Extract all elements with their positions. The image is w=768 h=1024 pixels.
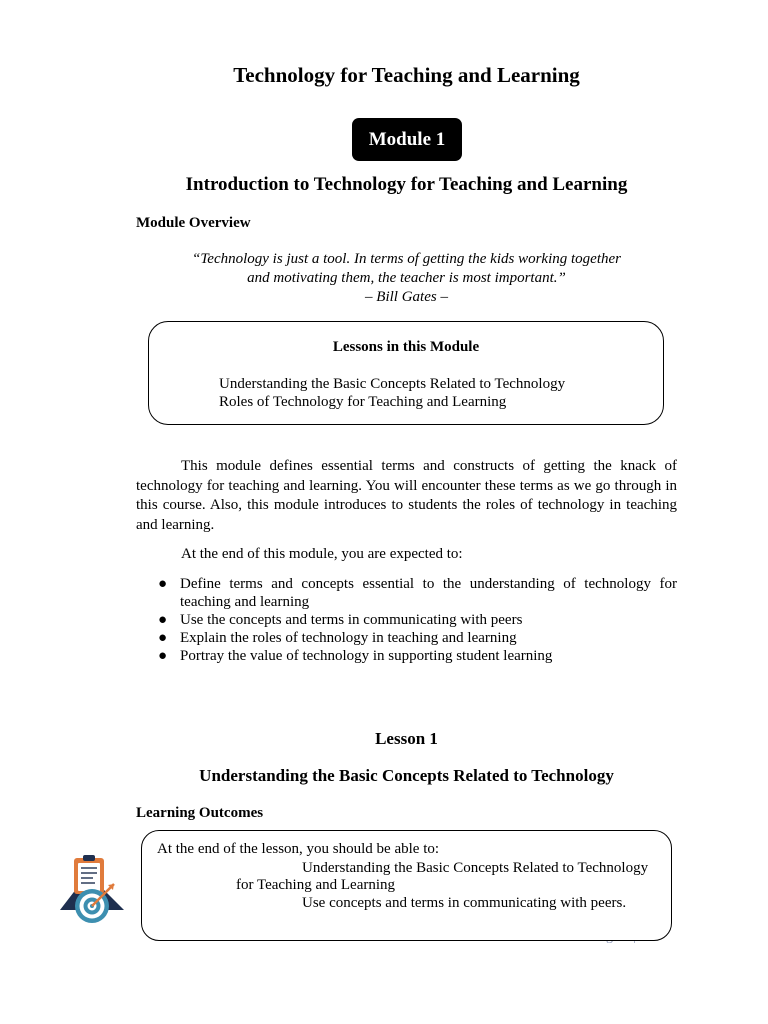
list-item (158, 611, 677, 629)
clipboard-target-icon (58, 854, 126, 926)
objective-text: Use the concepts and terms in communicating with peers (180, 612, 523, 628)
outcome-item: Use concepts and terms in communicating with peers. (302, 895, 627, 911)
list-item (158, 629, 677, 647)
quote-author: – Bill Gates – (365, 289, 448, 305)
quote-block (0, 250, 768, 307)
bullet-icon: ● (158, 612, 168, 628)
learning-outcomes-heading: Learning Outcomes (136, 805, 264, 821)
list-item (158, 575, 677, 611)
bullet-icon: ● (158, 576, 168, 592)
objective-text: Portray the value of technology in supporting student learning (180, 648, 553, 664)
lessons-list-item: Roles of Technology for Teaching and Learning (219, 394, 507, 410)
module-title: Introduction to Technology for Teaching and Learning (185, 174, 628, 195)
lesson-label: Lesson 1 (375, 729, 438, 748)
outcome-item-continued: for Teaching and Learning (236, 877, 396, 893)
module-overview-heading: Module Overview (136, 215, 251, 231)
objectives-list (158, 575, 677, 665)
lessons-box-title: Lessons in this Module (332, 339, 480, 355)
intro-paragraph: This module defines essential terms and constructs of getting the knack of technology for teaching and learning. You will encounter these terms as we go through in this course. Also, this module introduces to students the roles of technology in teaching and learning. (136, 458, 677, 533)
quote-line-2: and motivating them, the teacher is most important.” (247, 270, 566, 286)
module-badge: Module 1 (352, 118, 462, 161)
list-item (158, 647, 677, 665)
objective-text: Explain the roles of technology in teaching and learning (180, 630, 517, 646)
lessons-list (219, 375, 565, 411)
bullet-icon: ● (158, 648, 168, 664)
outcomes-box (141, 830, 672, 941)
bullet-icon: ● (158, 630, 168, 646)
outcome-item: Understanding the Basic Concepts Related to Technology (302, 860, 649, 876)
lessons-box (148, 321, 664, 425)
expectation-text: At the end of this module, you are expected to: (181, 546, 463, 562)
document-title: Technology for Teaching and Learning (233, 63, 580, 87)
outcomes-intro: At the end of the lesson, you should be able to: (157, 841, 440, 857)
objective-text: Define terms and concepts essential to the understanding of technology for teaching and learning (180, 576, 677, 610)
lessons-list-item: Understanding the Basic Concepts Related to Technology (219, 376, 566, 392)
quote-line-1: “Technology is just a tool. In terms of getting the kids working together (191, 251, 621, 267)
lesson-title: Understanding the Basic Concepts Related to Technology (199, 766, 614, 785)
